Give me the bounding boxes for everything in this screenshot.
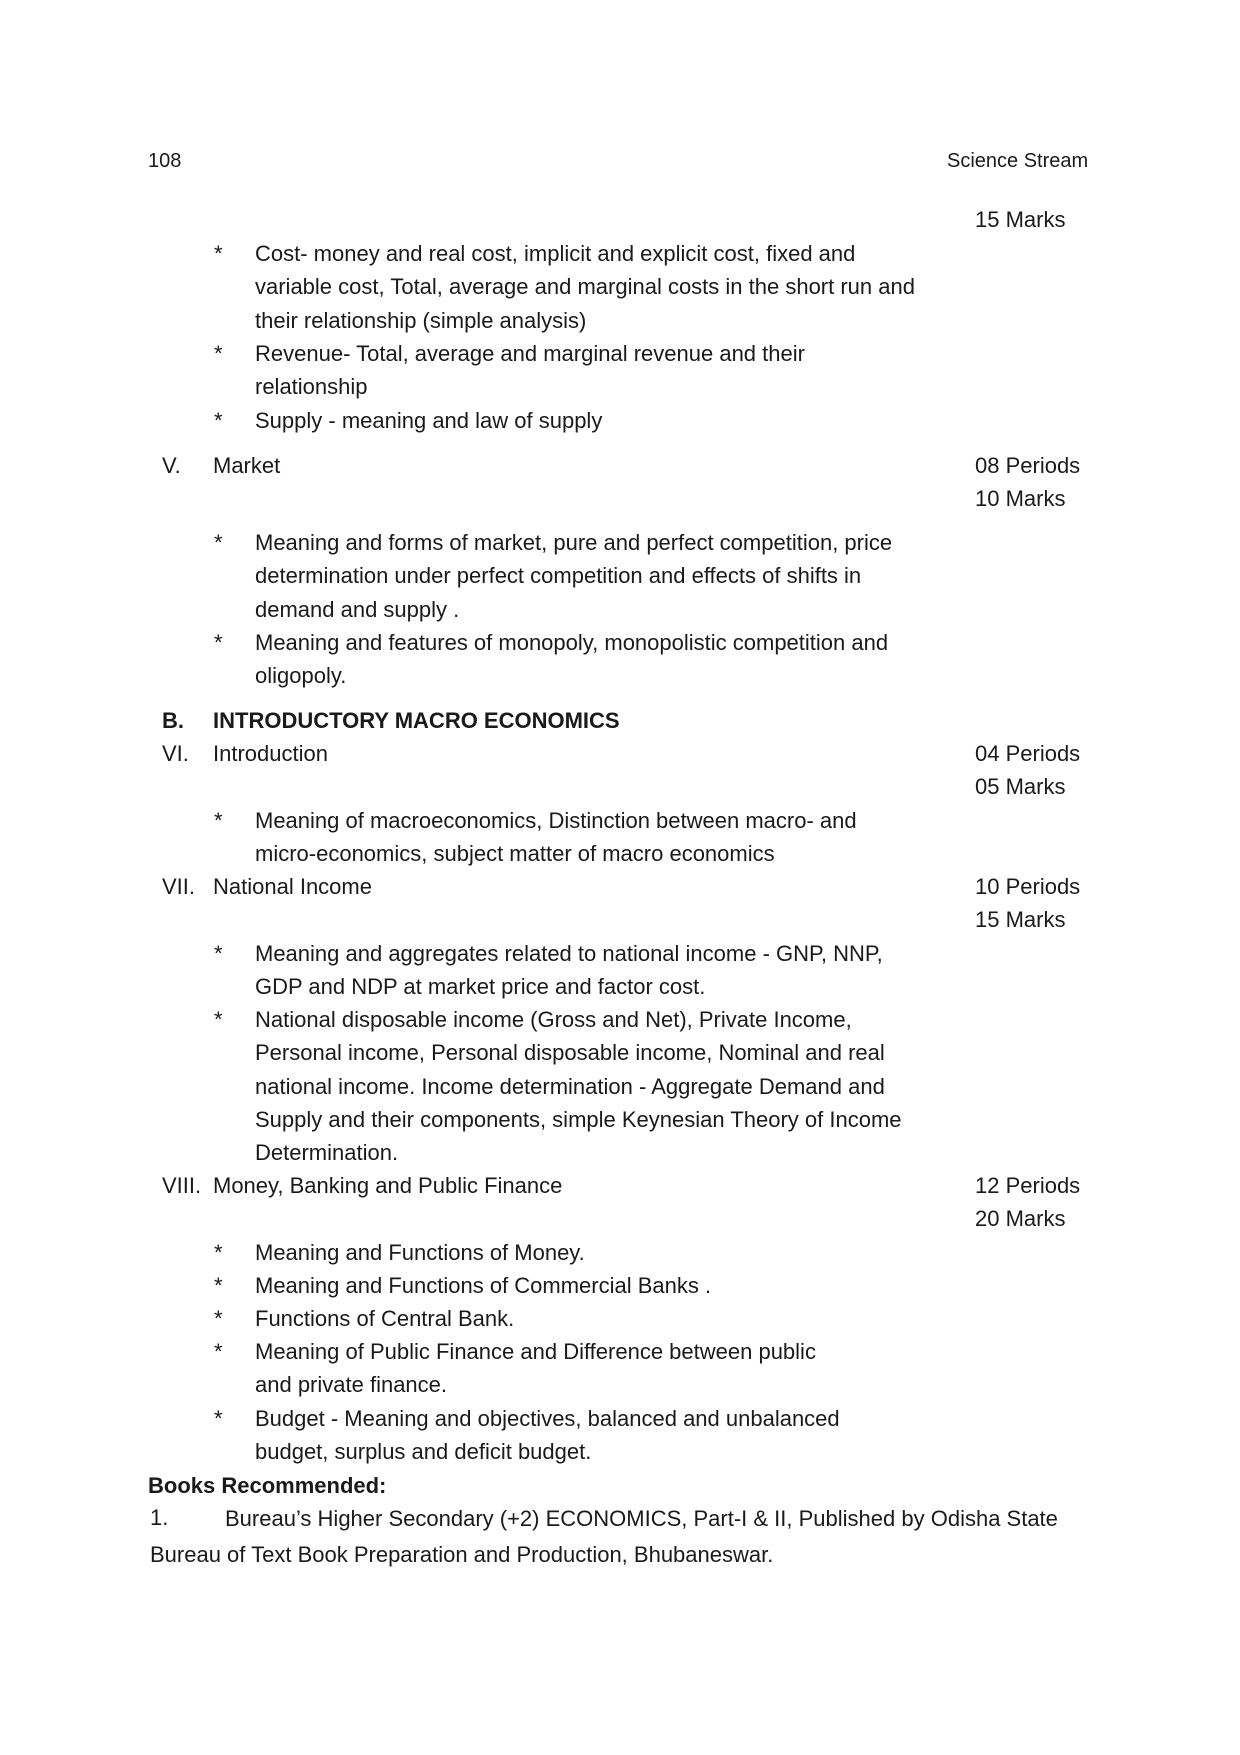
bullet-star: * xyxy=(214,1406,223,1431)
bullet-star: * xyxy=(214,341,223,366)
unit-marks: 05 Marks xyxy=(975,774,1066,799)
cost-marks: 15 Marks xyxy=(975,207,1066,232)
bullet-star: * xyxy=(214,1007,223,1032)
bullet-star: * xyxy=(214,941,223,966)
list-item: Meaning and Functions of Commercial Banks . xyxy=(255,1273,712,1298)
unit-marks: 10 Marks xyxy=(975,486,1066,511)
bullet-star: * xyxy=(214,630,223,655)
list-item: Budget - Meaning and objectives, balanced and unbalanced budget, surplus and deficit budget. xyxy=(255,1406,840,1465)
books-heading: Books Recommended: xyxy=(148,1473,387,1498)
list-item: Meaning and forms of market, pure and perfect competition, price determination under perfect competition and effects of shifts in demand and supply . xyxy=(255,530,893,622)
bullet-star: * xyxy=(214,408,223,433)
page-number: 108 xyxy=(148,150,182,172)
unit-periods: 04 Periods xyxy=(975,741,1081,766)
list-item: Meaning and Functions of Money. xyxy=(255,1240,585,1265)
unit-title: Introduction xyxy=(213,741,328,766)
book-number: 1. xyxy=(150,1505,169,1530)
unit-marks: 20 Marks xyxy=(975,1206,1066,1231)
bullet-star: * xyxy=(214,1273,223,1298)
list-item: Meaning of macroeconomics, Distinction between macro- and micro-economics, subject matter of macro economics xyxy=(255,808,857,867)
unit-title: National Income xyxy=(213,874,372,899)
unit-periods: 12 Periods xyxy=(975,1173,1081,1198)
stream-label: Science Stream xyxy=(947,150,1089,172)
bullet-star: * xyxy=(214,241,223,266)
list-item: Meaning of Public Finance and Difference between public and private finance. xyxy=(255,1339,816,1398)
unit-numeral: VII. xyxy=(162,874,196,899)
list-item: Revenue- Total, average and marginal revenue and their relationship xyxy=(255,341,805,400)
list-item: Cost- money and real cost, implicit and explicit cost, fixed and variable cost, Total, average and marginal costs in the short run and their relationship (simple analysis) xyxy=(255,241,915,333)
bullet-star: * xyxy=(214,1339,223,1364)
book-entry: Bureau’s Higher Secondary (+2) ECONOMICS, Part-I & II, Published by Odisha State Bureau of Text Book Preparation and Production, Bhubaneswar. xyxy=(150,1506,1058,1567)
unit-periods: 10 Periods xyxy=(975,874,1081,899)
section-title: INTRODUCTORY MACRO ECONOMICS xyxy=(213,708,620,733)
list-item: National disposable income (Gross and Net), Private Income, Personal income, Personal disposable income, Nominal and real national income. Income determination - Aggregate Demand and Supply and their components, simple Keynesian Theory of Income Determination. xyxy=(255,1007,902,1166)
unit-numeral: V. xyxy=(162,453,181,478)
list-item: Meaning and aggregates related to national income - GNP, NNP, GDP and NDP at market price and factor cost. xyxy=(255,941,883,1000)
bullet-star: * xyxy=(214,808,223,833)
unit-periods: 08 Periods xyxy=(975,453,1081,478)
bullet-star: * xyxy=(214,1306,223,1331)
section-letter: B. xyxy=(162,708,184,733)
list-item: Functions of Central Bank. xyxy=(255,1306,515,1331)
unit-title: Money, Banking and Public Finance xyxy=(213,1173,563,1198)
unit-marks: 15 Marks xyxy=(975,907,1066,932)
unit-numeral: VI. xyxy=(162,741,189,766)
list-item: Supply - meaning and law of supply xyxy=(255,408,603,433)
bullet-star: * xyxy=(214,530,223,555)
bullet-star: * xyxy=(214,1240,223,1265)
unit-title: Market xyxy=(213,453,281,478)
list-item: Meaning and features of monopoly, monopolistic competition and oligopoly. xyxy=(255,630,889,689)
unit-numeral: VIII. xyxy=(162,1173,202,1198)
